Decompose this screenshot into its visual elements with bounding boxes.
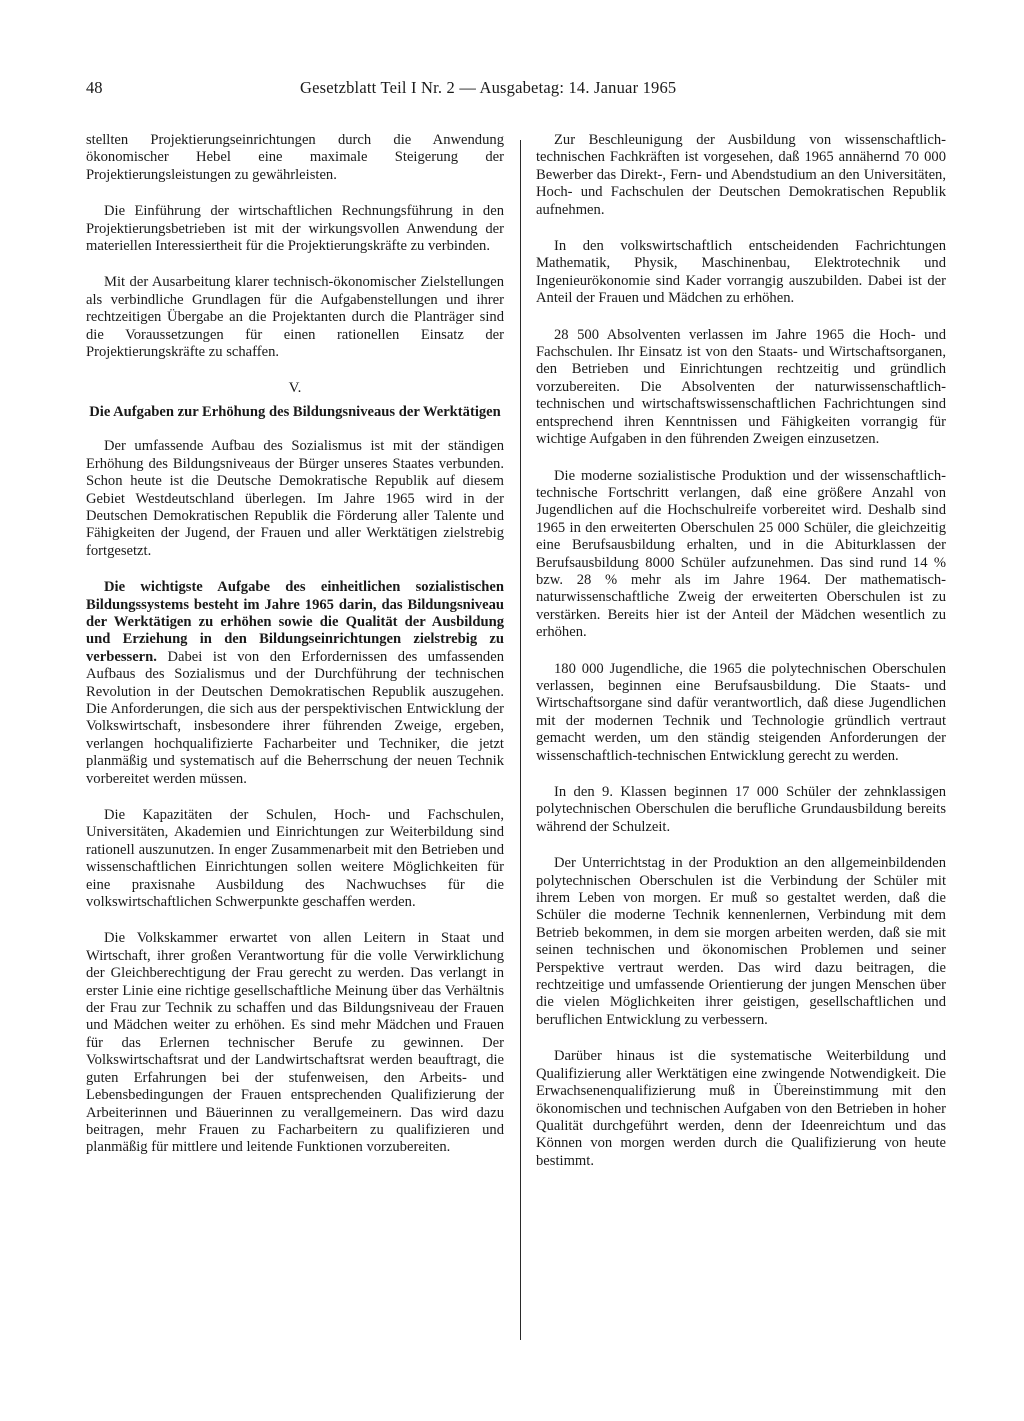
section-title: Die Aufgaben zur Erhöhung des Bildungsniveaus der Werktätigen bbox=[89, 403, 501, 420]
paragraph: 180 000 Jugendliche, die 1965 die polytechnischen Oberschulen verlassen, beginnen eine Berufsausbildung. Die Staats- und Wirtschaftsorgane sind dafür verantwortlich, daß diese Jugendlichen mit der modernen Technik und Technologie gründlich vertraut gemacht werden, um den ständig steigenden Anforderungen der wissenschaftlich-technischen Entwicklung gerecht zu werden. bbox=[536, 660, 946, 764]
paragraph: stellten Projektierungseinrichtungen durch die Anwendung ökonomischer Hebel eine maximale Steigerung der Projektierungsleistungen zu gewährleisten. bbox=[86, 132, 504, 183]
page-header bbox=[86, 78, 746, 102]
paragraph: Darüber hinaus ist die systematische Weiterbildung und Qualifizierung aller Werktätigen eine zwingende Notwendigkeit. Die Erwachsenenqualifizierung muß in Übereinstimmung mit den ökonomischen und technischen Aufgaben von den Betrieben in hoher Qualität durchgeführt werden, denn der Ideenreichtum und das Können von morgen werden durch die Qualifizierung von heute bestimmt. bbox=[536, 1048, 946, 1169]
paragraph: Die moderne sozialistische Produktion und der wissenschaftlich-technische Fortschritt verlangen, daß eine größere Anzahl von Jugendlichen auf die Hochschulreife vorbereitet wird. Deshalb sind 1965 in den erweiterten Oberschulen 25 000 Schüler, die gleichzeitig eine Berufsausbildung erhalten, und in die Abiturklassen der Berufsausbildung 8000 Schüler aufzunehmen. Das sind rund 14 % bzw. 28 % mehr als im Jahre 1964. Der mathematisch-naturwissenschaftliche Zweig der erweiterten Oberschulen ist zu verstärken. Bereits hier ist der Anteil der Mädchen wesentlich zu erhöhen. bbox=[536, 467, 946, 641]
paragraph-text: Dabei ist von den Erfordernissen des umfassenden Aufbaus des Sozialismus und der Durchführung der technischen Revolution in der Deutschen Demokratischen Republik auszugehen. Die Anforderungen, die sich aus der perspektivischen Entwicklung der Volkswirtschaft, insbesondere ihrer führenden Zweige, ergeben, verlangen hochqualifizierte Facharbeiter und Techniker, die jetzt planmäßig und systematisch auf die Beherrschung der neuen Technik vorbereitet werden müssen. bbox=[86, 648, 504, 787]
paragraph: 28 500 Absolventen verlassen im Jahre 1965 die Hoch- und Fachschulen. Ihr Einsatz ist von den Staats- und Wirtschaftsorganen, den Betrieben und Einrichtungen rechtzeitig und gründlich vorzubereiten. Die Absolventen der naturwissenschaftlich-technischen und wirtschaftswissenschaftlichen Fachrichtungen sind entsprechend ihren Kenntnissen und Fähigkeiten vorrangig für wichtige Aufgaben in den führenden Zweigen einzusetzen. bbox=[536, 326, 946, 448]
column-divider bbox=[520, 140, 521, 1340]
paragraph: In den volkswirtschaftlich entscheidenden Fachrichtungen Mathematik, Physik, Maschinenbau, Elektrotechnik und Ingenieurökonomie sind Kader vorrangig auszubilden. Dabei ist der Anteil der Frauen und Mädchen zu erhöhen. bbox=[536, 238, 946, 307]
bold-lead: Die wichtigste Aufgabe des einheitlichen sozialistischen Bildungssystems besteht im Jahre 1965 darin, das Bildungsniveau der Werktätigen zu erhöhen sowie die Qualität der Ausbildung und Erziehung in den Bildungseinrichtungen zielstrebig zu verbessern. bbox=[86, 579, 504, 665]
paragraph: Die Einführung der wirtschaftlichen Rechnungsführung in den Projektierungsbetrieben ist mit der wirkungsvollen Anwendung der materiellen Interessiertheit für die Projektierungskräfte zu verbinden. bbox=[86, 203, 504, 255]
paragraph: Mit der Ausarbeitung klarer technisch-ökonomischer Zielstellungen als verbindliche Grundlagen für die Aufgabenstellungen und ihrer rechtzeitigen Übergabe an die Projektanten durch die Planträger sind die Voraussetzungen für einen rationellen Einsatz der Projektierungskräfte zu schaffen. bbox=[86, 274, 504, 361]
paragraph: Zur Beschleunigung der Ausbildung von wissenschaftlich-technischen Fachkräften ist vorgesehen, daß 1965 annähernd 70 000 Bewerber das Direkt-, Fern- und Abendstudium an den Universitäten, Hoch- und Fachschulen der Deutschen Demokratischen Republik aufnehmen. bbox=[536, 132, 946, 218]
paragraph: Der umfassende Aufbau des Sozialismus ist mit der ständigen Erhöhung des Bildungsniveaus der Bürger unseres Staates verbunden. Schon heute ist die Deutsche Demokratische Republik auf diesem Gebiet Westdeutschland überlegen. Im Jahre 1965 wird in der Deutschen Demokratischen Republik die Förderung aller Talente und Fähigkeiten der Jugend, der Frauen und aller Werktätigen zielstrebig fortgesetzt. bbox=[86, 438, 504, 559]
paragraph bbox=[86, 579, 504, 788]
paragraph: Der Unterrichtstag in der Produktion an den allgemeinbildenden polytechnischen Oberschulen ist die Verbindung der Schüler mit ihrem Leben von morgen. Er muß so gestaltet werden, daß die Schüler die moderne Technik kennenlernen, Verbindung mit dem Betrieb bekommen, in dem sie morgen arbeiten werden, daß sie mit seinen technischen und ökonomischen Problemen und seiner Perspektive vertraut werden. Das wird dazu beitragen, die rechtzeitige und umfassende Orientierung der jungen Menschen über die vielen Möglichkeiten ihrer geistigen, gesellschaftlichen und beruflichen Entwicklung zu verbessern. bbox=[536, 855, 946, 1028]
paragraph: Die Kapazitäten der Schulen, Hoch- und Fachschulen, Universitäten, Akademien und Einrichtungen zur Weiterbildung sind rationell auszunutzen. In enger Zusammenarbeit mit den Betrieben und wissenschaftlichen Einrichtungen sollen weitere Möglichkeiten für eine praxisnahe Ausbildung des Nachwuchses für die volkswirtschaftlichen Schwerpunkte geschaffen werden. bbox=[86, 807, 504, 911]
paragraph: Die Volkskammer erwartet von allen Leitern in Staat und Wirtschaft, ihrer großen Verantwortung für die volle Verwirklichung der Gleichberechtigung der Frau gerecht zu werden. Das verlangt in erster Linie eine richtige gesellschaftliche Meinung über das Verhältnis der Frau zur Technik zu schaffen und das Bildungsniveau der Frauen und Mädchen weiter zu erhöhen. Es sind mehr Mädchen und Frauen für das Erlernen technischer Berufe zu gewinnen. Der Volkswirtschaftsrat und der Landwirtschaftsrat werden beauftragt, die guten Erfahrungen bei der stufenweisen, den Arbeits- und Lebensbedingungen der Frauen entsprechenden Qualifizierung der Arbeiterinnen und Bäuerinnen zu verallgemeinern. Das wird dazu beitragen, mehr Frauen zu Facharbeitern zu qualifizieren und planmäßig für mittlere und leitende Funktionen vorzubereiten. bbox=[86, 930, 504, 1156]
section-number: V. bbox=[288, 380, 302, 397]
page-number: 48 bbox=[86, 78, 103, 97]
right-column bbox=[536, 132, 946, 1189]
paragraph: In den 9. Klassen beginnen 17 000 Schüler der zehnklassigen polytechnischen Oberschulen die berufliche Grundausbildung bereits während der Schulzeit. bbox=[536, 784, 946, 835]
running-title: Gesetzblatt Teil I Nr. 2 — Ausgabetag: 14. Januar 1965 bbox=[300, 78, 677, 97]
left-column bbox=[86, 132, 504, 1176]
